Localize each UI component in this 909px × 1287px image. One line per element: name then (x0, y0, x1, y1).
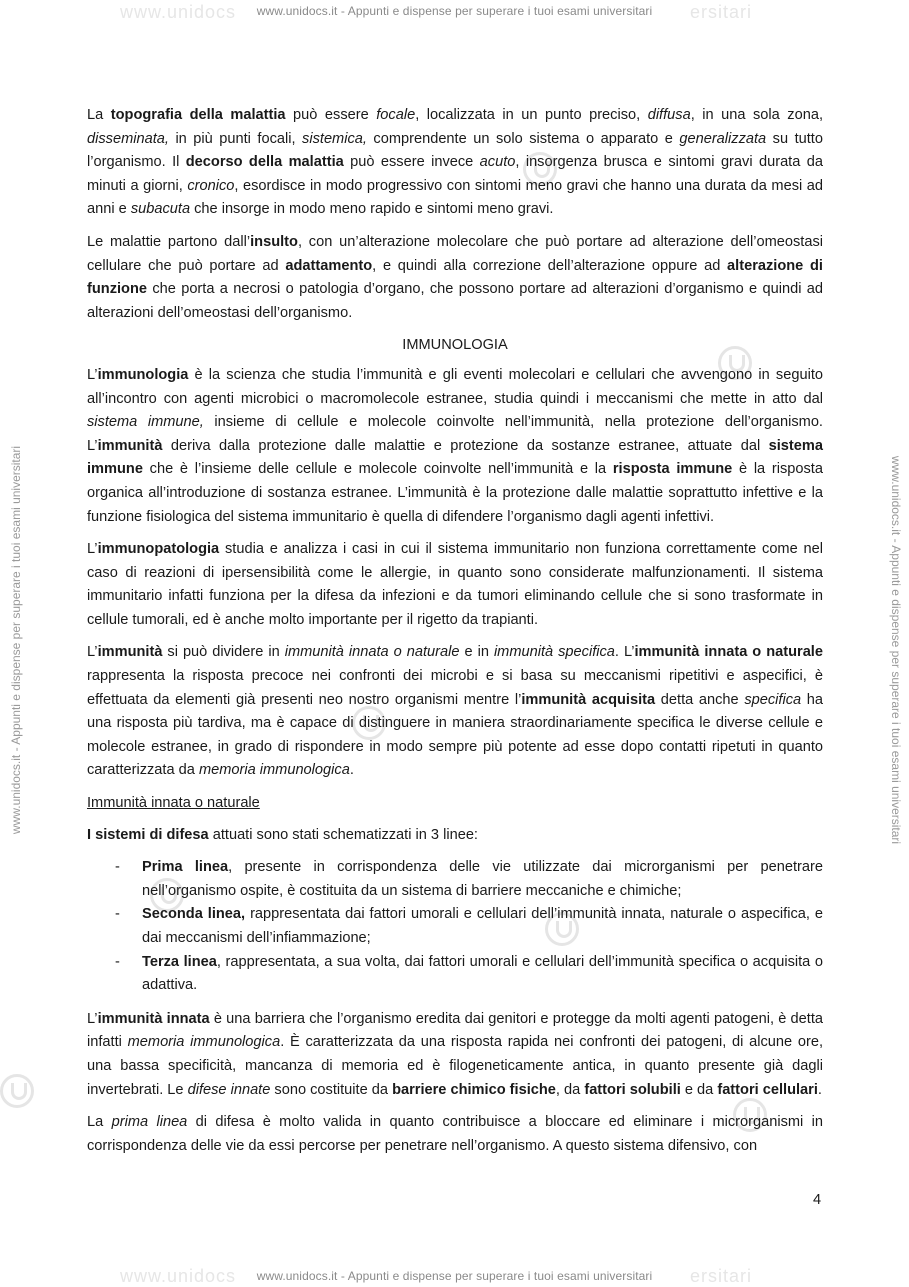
right-side-watermark[interactable]: www.unidocs.it - Appunti e dispense per superare i tuoi esami universitari (889, 455, 903, 845)
paragraph-malattie: Le malattie partono dall’insulto, con un’alterazione molecolare che può portare ad alterazione dell’omeostasi cellulare che può portare ad adattamento, e quindi alla correzione dell’alterazione oppure ad alterazione di funzione che porta a necrosi o patologia d’organo, che possono portare ad alterazioni d’organismo e quindi ad alterazioni dell’omeostasi dell’organismo. (87, 233, 824, 321)
paragraph-sistemi-difesa: I sistemi di difesa attuati sono stati schematizzati in 3 linee: (87, 826, 478, 843)
ghost-watermark-left: www.unidocs (120, 2, 237, 22)
paragraph-immunita-innata: L’immunità innata è una barriera che l’organismo eredita dai genitori e protegge da molti agenti patogeni, è detta infatti memoria immunologica. È caratterizzata da una risposta rapida nei confronti dei patogeni, di alcune ore, una bassa specificità, mancanza di memoria ed è filogeneticamente antica, in quanto presente già dagli invertebrati. Le difese innate sono costituite da barriere chimico fisiche, da fattori solubili e da fattori cellulari. (87, 1010, 823, 1098)
document-body (87, 104, 823, 1167)
ghost-watermark-right: ersitari (690, 2, 753, 22)
list-item: - Prima linea, presente in corrispondenza delle vie utilizzate dai microrganismi per penetrare nell’organismo ospite, è costituita da un sistema di barriere meccaniche e chimiche; (87, 856, 823, 903)
subsection-heading: Immunità innata o naturale (87, 795, 260, 812)
paragraph-prima-linea: La prima linea di difesa è molto valida in quanto contribuisce a bloccare ed eliminare i microrganismi in corrispondenza delle vie da essi percorse per penetrare nell’organismo. A questo sistema difensivo, con (87, 1114, 824, 1154)
paragraph-immunita: L’immunità si può dividere in immunità innata o naturale e in immunità specifica. L’immunità innata o naturale rappresenta la risposta precoce nei confronti dei microbi e si basa su meccanismi ripetitivi e aspecifici, è effettuata da elementi già presenti neo nostro organismi mentre l’immunità acquisita detta anche specifica ha una risposta più tardiva, ma è capace di distinguere in maniera straordinariamente specifica le diverse cellule e molecole estranee, in grado di rispondere in modo sempre più potente ad esse dopo contatti ripetuti in quanto caratterizzata da memoria immunologica. (87, 644, 823, 779)
page-number: 4 (813, 1192, 822, 1208)
ghost-watermark-bottom-right: ersitari (690, 1266, 753, 1286)
footer-watermark[interactable]: www.unidocs.it - Appunti e dispense per superare i tuoi esami universitari (256, 1269, 653, 1283)
header-watermark[interactable]: www.unidocs.it - Appunti e dispense per superare i tuoi esami universitari (256, 4, 653, 18)
list-item: - Terza linea, rappresentata, a sua volta, dai fattori umorali e cellulari dell’immunità specifica o acquisita o adattiva. (87, 951, 823, 998)
left-side-watermark[interactable]: www.unidocs.it - Appunti e dispense per superare i tuoi esami universitari (9, 445, 23, 835)
ghost-watermark-bottom-left: www.unidocs (120, 1266, 237, 1286)
section-heading: IMMUNOLOGIA (402, 337, 508, 354)
paragraph-topografia: La topografia della malattia può essere focale, localizzata in un punto preciso, diffusa, in una sola zona, disseminata, in più punti focali, sistemica, comprendente un solo sistema o apparato e generalizzata su tutto l’organismo. Il decorso della malattia può essere invece acuto, insorgenza brusca e sintomi gravi durata da minuti a giorni, cronico, esordisce in modo progressivo con sintomi meno gravi che hanno una durata da mesi ad anni e subacuta che insorge in modo meno rapido e sintomi meno gravi. (87, 107, 823, 218)
list-item: - Seconda linea, rappresentata dai fattori umorali e cellulari dell’immunità innata, naturale o aspecifica, e dai meccanismi dell’infiammazione; (87, 903, 823, 950)
unidocs-logo-icon (0, 1074, 34, 1108)
paragraph-immunologia: L’immunologia è la scienza che studia l’immunità e gli eventi molecolari e cellulari che avvengono in seguito all’incontro con agenti microbici o macromolecole estranee, studia quindi i meccanismi che mette in atto dal sistema immune, insieme di cellule e molecole coinvolte nell’immunità, nella protezione dell’organismo. L’immunità deriva dalla protezione dalle malattie e protezione da sostanze estranee, attuate dal sistema immune che è l’insieme delle cellule e molecole coinvolte nell’immunità e la risposta immune è la risposta organica all’introduzione di sostanza estranee. L’immunità è la protezione dalle malattie soprattutto infettive e la funzione fisiologica del sistema immunitario è quella di difendere l’organismo dagli agenti infettivi. (87, 366, 823, 525)
defense-lines-list (87, 856, 823, 998)
paragraph-immunopatologia: L’immunopatologia studia e analizza i casi in cui il sistema immunitario non funziona correttamente come nel caso di reazioni di ipersensibilità come le allergie, in quanto sono considerate malfunzionamenti. Il sistema immunitario infatti funziona per la difesa da infezioni e da tumori eliminando cellule che si sono trasformate in cellule tumorali, ed è anche molto importante per il rigetto da trapianti. (87, 541, 823, 628)
